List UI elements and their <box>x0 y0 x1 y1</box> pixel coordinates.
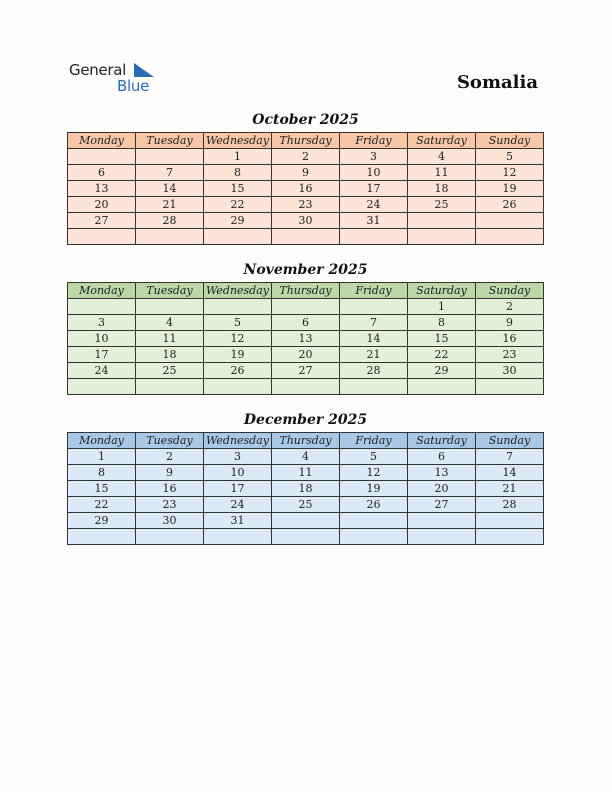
weekday-header: Monday <box>68 283 136 299</box>
week-row <box>68 363 544 379</box>
week-row <box>68 229 544 245</box>
day-cell: 20 <box>408 481 476 497</box>
day-cell <box>204 529 272 545</box>
day-cell: 30 <box>272 213 340 229</box>
day-cell <box>476 513 544 529</box>
day-cell: 23 <box>136 497 204 513</box>
day-cell <box>476 229 544 245</box>
day-cell: 12 <box>476 165 544 181</box>
day-cell <box>136 299 204 315</box>
day-cell <box>68 299 136 315</box>
day-cell: 8 <box>68 465 136 481</box>
day-cell: 13 <box>272 331 340 347</box>
day-cell: 4 <box>136 315 204 331</box>
day-cell: 6 <box>408 449 476 465</box>
weekday-header: Monday <box>68 433 136 449</box>
week-row <box>68 529 544 545</box>
day-cell: 26 <box>340 497 408 513</box>
day-cell: 7 <box>476 449 544 465</box>
day-cell: 24 <box>68 363 136 379</box>
logo-word-blue: Blue <box>117 77 149 95</box>
day-cell: 15 <box>408 331 476 347</box>
weekday-header: Tuesday <box>136 283 204 299</box>
day-cell <box>136 379 204 395</box>
day-cell: 24 <box>340 197 408 213</box>
week-row <box>68 181 544 197</box>
day-cell: 13 <box>68 181 136 197</box>
day-cell: 11 <box>136 331 204 347</box>
logo-flag-icon <box>134 63 154 77</box>
day-cell: 23 <box>476 347 544 363</box>
day-cell <box>340 299 408 315</box>
week-row <box>68 347 544 363</box>
weekday-header: Sunday <box>476 433 544 449</box>
day-cell <box>272 299 340 315</box>
weekday-header: Wednesday <box>204 433 272 449</box>
day-cell <box>408 229 476 245</box>
day-cell <box>204 379 272 395</box>
weekday-header: Tuesday <box>136 133 204 149</box>
day-cell <box>340 379 408 395</box>
day-cell: 17 <box>340 181 408 197</box>
day-cell: 14 <box>340 331 408 347</box>
day-cell <box>68 379 136 395</box>
day-cell: 11 <box>272 465 340 481</box>
week-row <box>68 331 544 347</box>
day-cell: 29 <box>204 213 272 229</box>
day-cell <box>136 229 204 245</box>
day-cell: 20 <box>272 347 340 363</box>
day-cell: 22 <box>408 347 476 363</box>
day-cell: 4 <box>408 149 476 165</box>
day-cell <box>136 529 204 545</box>
calendar-november <box>67 282 544 395</box>
day-cell <box>340 229 408 245</box>
weekday-header: Saturday <box>408 283 476 299</box>
day-cell: 8 <box>204 165 272 181</box>
day-cell: 31 <box>340 213 408 229</box>
day-cell: 9 <box>272 165 340 181</box>
day-cell: 25 <box>272 497 340 513</box>
day-cell <box>272 529 340 545</box>
day-cell <box>204 299 272 315</box>
weekday-header: Friday <box>340 133 408 149</box>
day-cell: 30 <box>136 513 204 529</box>
day-cell: 15 <box>68 481 136 497</box>
weekday-header: Thursday <box>272 433 340 449</box>
day-cell <box>408 513 476 529</box>
day-cell: 3 <box>204 449 272 465</box>
day-cell: 25 <box>408 197 476 213</box>
country-name: Somalia <box>456 72 538 93</box>
day-cell <box>340 529 408 545</box>
calendar-december <box>67 432 544 545</box>
day-cell: 22 <box>204 197 272 213</box>
day-cell <box>68 229 136 245</box>
day-cell: 5 <box>340 449 408 465</box>
day-cell: 28 <box>476 497 544 513</box>
weekday-header: Friday <box>340 283 408 299</box>
day-cell <box>408 213 476 229</box>
day-cell: 6 <box>272 315 340 331</box>
day-cell: 16 <box>272 181 340 197</box>
day-cell: 17 <box>204 481 272 497</box>
day-cell: 18 <box>136 347 204 363</box>
day-cell <box>68 149 136 165</box>
month-title-december: December 2025 <box>243 412 368 428</box>
weekday-header: Tuesday <box>136 433 204 449</box>
month-title-october: October 2025 <box>252 112 359 128</box>
day-cell: 29 <box>68 513 136 529</box>
month-title-november: November 2025 <box>243 262 368 278</box>
day-cell: 13 <box>408 465 476 481</box>
day-cell <box>476 529 544 545</box>
day-cell: 21 <box>340 347 408 363</box>
day-cell: 12 <box>204 331 272 347</box>
week-row <box>68 197 544 213</box>
day-cell: 26 <box>476 197 544 213</box>
week-row <box>68 497 544 513</box>
day-cell: 3 <box>340 149 408 165</box>
week-row <box>68 315 544 331</box>
week-row <box>68 513 544 529</box>
weekday-header: Monday <box>68 133 136 149</box>
weekday-header: Thursday <box>272 133 340 149</box>
weekday-header: Saturday <box>408 433 476 449</box>
day-cell <box>476 213 544 229</box>
day-cell: 7 <box>136 165 204 181</box>
day-cell: 5 <box>476 149 544 165</box>
day-cell: 5 <box>204 315 272 331</box>
day-cell: 2 <box>476 299 544 315</box>
week-row <box>68 149 544 165</box>
day-cell: 1 <box>68 449 136 465</box>
day-cell: 27 <box>408 497 476 513</box>
day-cell: 21 <box>136 197 204 213</box>
day-cell <box>272 513 340 529</box>
day-cell: 19 <box>204 347 272 363</box>
day-cell: 9 <box>136 465 204 481</box>
week-row <box>68 299 544 315</box>
week-row <box>68 213 544 229</box>
day-cell: 31 <box>204 513 272 529</box>
week-row <box>68 465 544 481</box>
day-cell <box>408 379 476 395</box>
day-cell: 27 <box>68 213 136 229</box>
day-cell: 18 <box>272 481 340 497</box>
day-cell: 23 <box>272 197 340 213</box>
day-cell: 10 <box>68 331 136 347</box>
weekday-header: Thursday <box>272 283 340 299</box>
day-cell: 2 <box>136 449 204 465</box>
day-cell: 4 <box>272 449 340 465</box>
day-cell: 8 <box>408 315 476 331</box>
day-cell: 22 <box>68 497 136 513</box>
day-cell: 10 <box>340 165 408 181</box>
day-cell: 14 <box>476 465 544 481</box>
day-cell: 20 <box>68 197 136 213</box>
weekday-header: Friday <box>340 433 408 449</box>
week-row <box>68 379 544 395</box>
weekday-header: Wednesday <box>204 283 272 299</box>
day-cell: 12 <box>340 465 408 481</box>
day-cell: 11 <box>408 165 476 181</box>
day-cell: 19 <box>476 181 544 197</box>
day-cell: 30 <box>476 363 544 379</box>
day-cell: 15 <box>204 181 272 197</box>
week-row <box>68 165 544 181</box>
day-cell: 17 <box>68 347 136 363</box>
day-cell <box>340 513 408 529</box>
weekday-header: Saturday <box>408 133 476 149</box>
weekday-header: Sunday <box>476 133 544 149</box>
weekday-header-row <box>68 433 544 449</box>
day-cell: 24 <box>204 497 272 513</box>
day-cell: 14 <box>136 181 204 197</box>
day-cell: 1 <box>408 299 476 315</box>
day-cell <box>68 529 136 545</box>
day-cell <box>272 379 340 395</box>
day-cell: 3 <box>68 315 136 331</box>
logo <box>69 61 169 97</box>
weekday-header: Wednesday <box>204 133 272 149</box>
day-cell: 25 <box>136 363 204 379</box>
day-cell <box>272 229 340 245</box>
week-row <box>68 481 544 497</box>
day-cell: 1 <box>204 149 272 165</box>
day-cell: 19 <box>340 481 408 497</box>
day-cell <box>476 379 544 395</box>
day-cell <box>136 149 204 165</box>
weekday-header: Sunday <box>476 283 544 299</box>
day-cell: 26 <box>204 363 272 379</box>
day-cell: 9 <box>476 315 544 331</box>
calendar-october <box>67 132 544 245</box>
week-row <box>68 449 544 465</box>
day-cell: 16 <box>136 481 204 497</box>
day-cell: 2 <box>272 149 340 165</box>
day-cell <box>204 229 272 245</box>
weekday-header-row <box>68 283 544 299</box>
day-cell: 10 <box>204 465 272 481</box>
day-cell: 28 <box>136 213 204 229</box>
day-cell: 16 <box>476 331 544 347</box>
day-cell: 28 <box>340 363 408 379</box>
day-cell <box>408 529 476 545</box>
day-cell: 18 <box>408 181 476 197</box>
day-cell: 21 <box>476 481 544 497</box>
day-cell: 27 <box>272 363 340 379</box>
day-cell: 29 <box>408 363 476 379</box>
logo-word-general: General <box>69 61 127 79</box>
weekday-header-row <box>68 133 544 149</box>
day-cell: 6 <box>68 165 136 181</box>
day-cell: 7 <box>340 315 408 331</box>
